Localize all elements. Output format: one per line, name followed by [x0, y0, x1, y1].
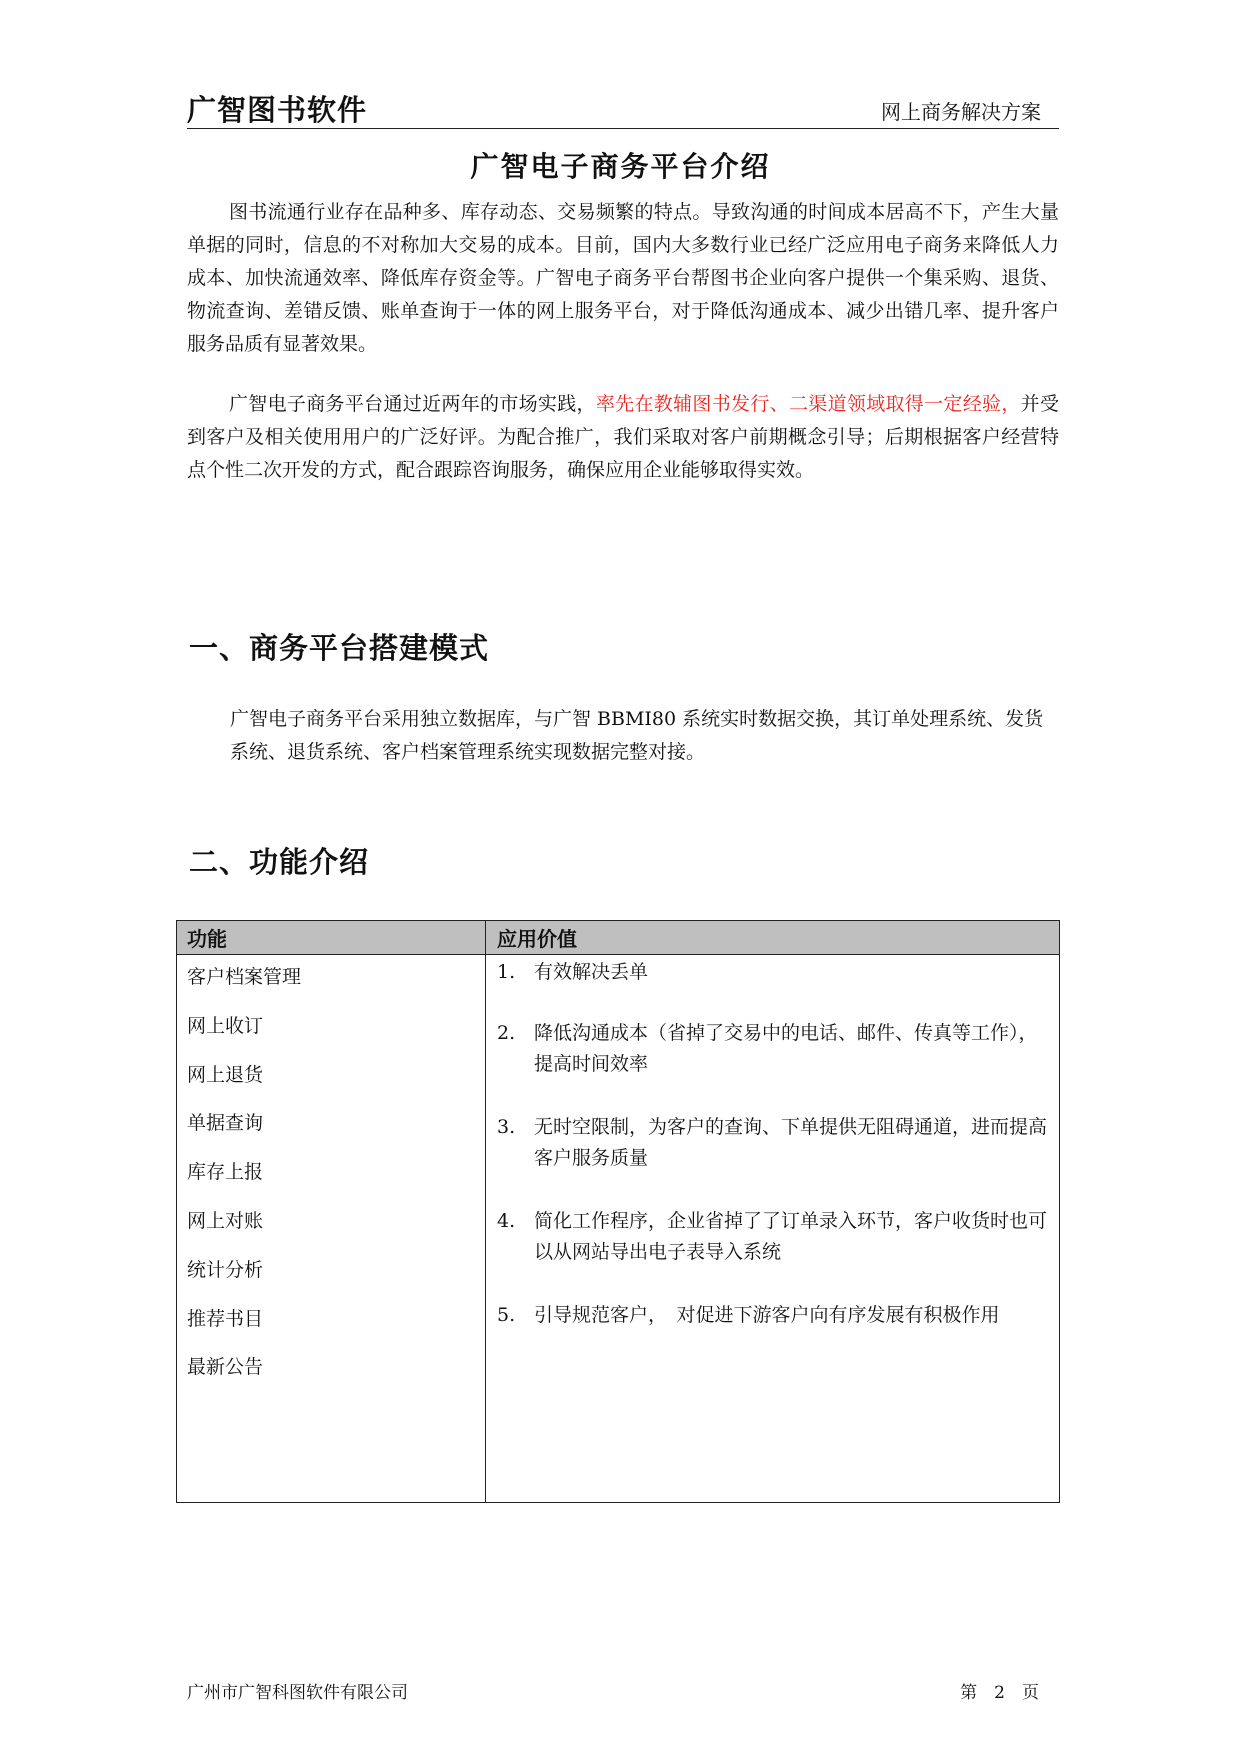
column-header-value: 应用价值 — [497, 927, 577, 951]
function-item: 网上退货 — [187, 1063, 264, 1086]
value-number: 4. — [497, 1210, 516, 1232]
intro-paragraph-2-highlight: 率先在教辅图书发行、二渠道领域取得一定经验， — [595, 393, 1021, 415]
intro-paragraph-2 — [187, 388, 1059, 487]
section-1-body: 广智电子商务平台采用独立数据库，与广智 BBMI80 系统实时数据交换，其订单处理系统、发货系统、退货系统、客户档案管理系统实现数据完整对接。 — [230, 708, 1044, 763]
value-list — [497, 957, 1052, 1363]
function-item: 最新公告 — [187, 1356, 264, 1379]
value-item — [497, 1300, 1052, 1331]
function-item: 推荐书目 — [187, 1307, 264, 1330]
section-2-heading: 二、功能介绍 — [189, 845, 370, 879]
intro-paragraph-1: 图书流通行业存在品种多、库存动态、交易频繁的特点。导致沟通的时间成本居高不下，产生大量单据的同时，信息的不对称加大交易的成本。目前，国内大多数行业已经广泛应用电子商务来降低人力成本、加快流通效率、降低库存资金等。广智电子商务平台帮图书企业向客户提供一个集采购、退货、物流查询、差错反馈、账单查询于一体的网上服务平台，对于降低沟通成本、减少出错几率、提升客户服务品质有显著效果。 — [187, 201, 1059, 355]
footer-company: 广州市广智科图软件有限公司 — [187, 1683, 408, 1703]
function-item: 库存上报 — [187, 1161, 264, 1184]
function-item: 客户档案管理 — [187, 966, 302, 988]
document-title: 广智电子商务平台介绍 — [470, 150, 771, 183]
value-item — [497, 1206, 1052, 1268]
column-divider — [485, 921, 486, 1502]
intro-paragraph-2-start: 广智电子商务平台通过近两年的市场实践， — [229, 393, 596, 415]
value-number: 1. — [497, 961, 516, 983]
value-text: 简化工作程序，企业省掉了了订单录入环节，客户收货时也可以从网站导出电子表导入系统 — [534, 1210, 1048, 1263]
column-header-function: 功能 — [187, 927, 227, 951]
value-text: 引导规范客户， 对促进下游客户向有序发展有积极作用 — [534, 1304, 1000, 1326]
value-text: 有效解决丢单 — [534, 961, 649, 983]
page-number: 第 2 页 — [960, 1683, 1039, 1703]
section-1-heading: 一、商务平台搭建模式 — [189, 631, 490, 665]
value-text: 降低沟通成本（省掉了交易中的电话、邮件、传真等工作），提高时间效率 — [534, 1022, 1038, 1075]
function-list — [187, 963, 301, 1402]
value-text: 无时空限制，为客户的查询、下单提供无阻碍通道，进而提高客户服务质量 — [534, 1116, 1048, 1169]
intro-paragraph-2-end: 并受到客户及相关使用用户的广泛好评。为配合推广，我们采取对客户前期概念引导；后期根据客户经营特点个性二次开发的方式，配合跟踪咨询服务，确保应用企业能够取得实效。 — [187, 393, 1059, 481]
value-item — [497, 957, 1052, 988]
page-footer — [187, 1678, 1039, 1703]
header-solution: 网上商务解决方案 — [881, 100, 1041, 124]
value-number: 3. — [497, 1116, 516, 1138]
header-company: 广智图书软件 — [187, 93, 368, 127]
function-item: 网上对账 — [187, 1209, 264, 1232]
function-item: 单据查询 — [187, 1112, 264, 1135]
function-table — [176, 920, 1060, 1503]
function-table-header — [177, 921, 1059, 955]
page-header — [187, 88, 1059, 129]
value-item — [497, 1112, 1052, 1174]
value-item — [497, 1018, 1052, 1080]
value-number: 2. — [497, 1022, 516, 1044]
function-item: 网上收订 — [187, 1014, 264, 1037]
function-item: 统计分析 — [187, 1258, 264, 1281]
value-number: 5. — [497, 1304, 516, 1326]
